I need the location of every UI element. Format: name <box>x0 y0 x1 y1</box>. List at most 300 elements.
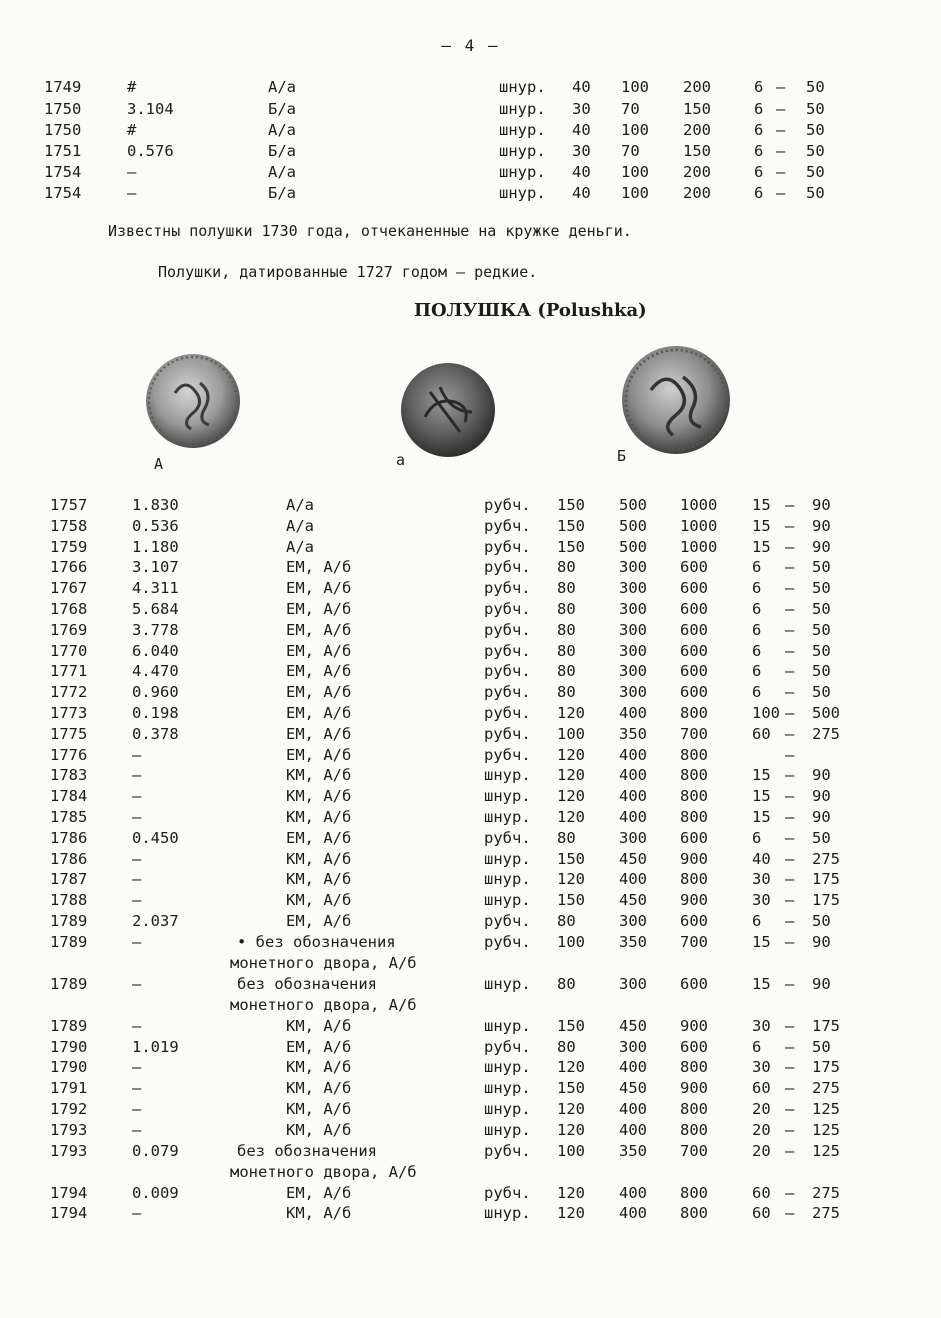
table-row <box>0 850 941 870</box>
range-high-cell: 500 <box>812 704 840 722</box>
range-low-cell: 6 <box>752 662 762 681</box>
note-1730: Известны полушки 1730 года, отчеканенные на кружке деньги. <box>108 222 632 240</box>
edge-cell: рубч. <box>484 932 531 951</box>
range-dash: – <box>785 1100 795 1118</box>
mintage-cell: – <box>132 1058 142 1077</box>
table-row <box>0 1121 941 1141</box>
year-cell: 1750 <box>44 100 82 118</box>
edge-cell: рубч. <box>484 662 531 681</box>
edge-cell: шнур. <box>484 891 531 910</box>
range-dash: – <box>785 704 795 722</box>
range-low-cell: 15 <box>752 766 771 785</box>
price-vf-cell: 400 <box>619 1183 647 1202</box>
price-xf-cell: 150 <box>683 142 711 160</box>
mintmark-cell: ЕМ, А/б <box>286 662 352 681</box>
edge-cell: шнур. <box>484 1016 531 1035</box>
year-cell: 1759 <box>50 537 88 556</box>
table-row <box>0 662 941 682</box>
range-high-cell: 125 <box>812 1141 840 1160</box>
table-row <box>0 1184 941 1204</box>
price-vg-cell: 40 <box>572 121 591 139</box>
edge-cell: шнур. <box>499 184 546 202</box>
price-vg-cell: 40 <box>572 78 591 96</box>
coin-label-a-upper: А <box>154 455 164 473</box>
edge-cell: рубч. <box>484 1141 531 1160</box>
table-row <box>0 704 941 724</box>
range-high-cell: 50 <box>812 683 831 702</box>
range-high-cell: 50 <box>812 579 831 598</box>
mintmark-cell: КМ, А/б <box>286 808 352 826</box>
edge-cell: шнур. <box>484 1204 531 1223</box>
coin-image-a-upper <box>145 353 241 449</box>
range-low-cell: 20 <box>752 1120 771 1139</box>
coin-label-b: Б <box>617 447 627 465</box>
price-vf-cell: 500 <box>619 496 647 514</box>
price-vg-cell: 80 <box>557 683 576 702</box>
table-row <box>0 932 941 972</box>
range-high-cell: 90 <box>812 537 831 556</box>
edge-cell: рубч. <box>484 641 531 660</box>
edge-cell: рубч. <box>484 558 531 577</box>
edge-cell: рубч. <box>484 600 531 618</box>
price-vf-cell: 70 <box>621 142 640 160</box>
mintmark-cell: КМ, А/б <box>286 766 352 785</box>
year-cell: 1749 <box>44 78 82 96</box>
range-dash: – <box>785 1037 795 1056</box>
range-high-cell: 50 <box>812 662 831 681</box>
range-dash: – <box>785 1141 795 1160</box>
price-vg-cell: 30 <box>572 142 591 160</box>
year-cell: 1769 <box>50 620 88 639</box>
price-xf-cell: 1000 <box>680 537 718 556</box>
mintmark-cell: А/а <box>268 121 296 139</box>
range-low-cell: 6 <box>754 142 764 160</box>
mintage-cell: 4.470 <box>132 662 179 681</box>
edge-cell: рубч. <box>484 912 531 930</box>
mintage-cell: 4.311 <box>132 579 179 598</box>
price-xf-cell: 900 <box>680 1079 708 1098</box>
table-row <box>0 725 941 745</box>
mintmark-cell: КМ, А/б <box>286 870 352 889</box>
price-vg-cell: 80 <box>557 662 576 681</box>
edge-cell: шнур. <box>499 100 546 118</box>
price-vg-cell: 80 <box>557 974 576 993</box>
range-high-cell: 50 <box>806 78 825 96</box>
price-xf-cell: 800 <box>680 745 708 764</box>
price-vf-cell: 100 <box>621 163 649 181</box>
price-xf-cell: 200 <box>683 78 711 96</box>
year-cell: 1787 <box>50 870 88 889</box>
table-row <box>0 974 941 1014</box>
range-high-cell: 90 <box>812 496 831 514</box>
year-cell: 1789 <box>50 912 88 930</box>
range-low-cell: 15 <box>752 496 771 514</box>
price-xf-cell: 800 <box>680 870 708 889</box>
year-cell: 1794 <box>50 1183 88 1202</box>
range-high-cell: 175 <box>812 870 840 889</box>
table-row <box>0 1204 941 1224</box>
range-low-cell: 6 <box>754 78 764 96</box>
year-cell: 1772 <box>50 683 88 702</box>
mintage-cell: 1.180 <box>132 537 179 556</box>
mintmark-cell: ЕМ, А/б <box>286 724 352 743</box>
price-xf-cell: 800 <box>680 787 708 806</box>
range-dash: – <box>785 724 795 743</box>
year-cell: 1788 <box>50 891 88 910</box>
price-xf-cell: 600 <box>680 662 708 681</box>
price-vf-cell: 300 <box>619 662 647 681</box>
range-low-cell: 30 <box>752 891 771 910</box>
edge-cell: шнур. <box>484 1100 531 1118</box>
range-high-cell: 50 <box>812 600 831 618</box>
price-vf-cell: 300 <box>619 641 647 660</box>
table-row <box>0 766 941 786</box>
price-vf-cell: 300 <box>619 600 647 618</box>
price-vg-cell: 80 <box>557 600 576 618</box>
range-low-cell: 20 <box>752 1141 771 1160</box>
price-xf-cell: 600 <box>680 683 708 702</box>
range-high-cell: 175 <box>812 891 840 910</box>
price-vf-cell: 300 <box>619 579 647 598</box>
edge-cell: шнур. <box>484 787 531 806</box>
price-xf-cell: 800 <box>680 1183 708 1202</box>
range-dash: – <box>785 620 795 639</box>
range-low-cell: 6 <box>752 683 762 702</box>
mintage-cell: 0.960 <box>132 683 179 702</box>
price-vf-cell: 450 <box>619 891 647 910</box>
mintage-cell: – <box>132 787 142 806</box>
mintmark-cell: ЕМ, А/б <box>286 912 352 930</box>
table-row <box>0 621 941 641</box>
edge-cell: шнур. <box>499 142 546 160</box>
range-low-cell: 6 <box>754 163 764 181</box>
year-cell: 1786 <box>50 828 88 847</box>
range-high-cell: 275 <box>812 1079 840 1098</box>
price-xf-cell: 200 <box>683 121 711 139</box>
price-vf-cell: 300 <box>619 620 647 639</box>
mintmark-cell: ЕМ, А/б <box>286 828 352 847</box>
range-dash: – <box>785 537 795 556</box>
price-vf-cell: 400 <box>619 808 647 826</box>
range-low-cell: 30 <box>752 1016 771 1035</box>
range-dash: – <box>776 184 786 202</box>
price-xf-cell: 800 <box>680 1204 708 1223</box>
range-low-cell: 60 <box>752 1204 771 1223</box>
range-high-cell: 275 <box>812 724 840 743</box>
price-vf-cell: 400 <box>619 787 647 806</box>
year-cell: 1790 <box>50 1058 88 1077</box>
price-xf-cell: 600 <box>680 912 708 930</box>
price-vg-cell: 150 <box>557 891 585 910</box>
range-high-cell: 50 <box>806 142 825 160</box>
price-vg-cell: 120 <box>557 766 585 785</box>
mintage-cell: 0.536 <box>132 516 179 535</box>
table-row <box>0 558 941 578</box>
mintage-cell: – <box>132 745 142 764</box>
price-vg-cell: 80 <box>557 1037 576 1056</box>
mintage-cell: – <box>132 1204 142 1223</box>
mintmark-cell: ЕМ, А/б <box>286 579 352 598</box>
edge-cell: рубч. <box>484 537 531 556</box>
table-row <box>0 1079 941 1099</box>
range-low-cell: 6 <box>752 1037 762 1056</box>
table-row <box>0 912 941 932</box>
price-xf-cell: 800 <box>680 808 708 826</box>
price-xf-cell: 900 <box>680 849 708 868</box>
mintage-cell: – <box>132 1120 142 1139</box>
range-high-cell: 90 <box>812 932 831 951</box>
range-high-cell: 50 <box>812 828 831 847</box>
price-vf-cell: 450 <box>619 1079 647 1098</box>
year-cell: 1766 <box>50 558 88 577</box>
price-vg-cell: 120 <box>557 704 585 722</box>
mintmark-cell: КМ, А/б <box>286 1058 352 1077</box>
range-high-cell: 50 <box>806 100 825 118</box>
price-vf-cell: 100 <box>621 121 649 139</box>
price-xf-cell: 700 <box>680 724 708 743</box>
price-vg-cell: 100 <box>557 932 585 951</box>
range-high-cell: 50 <box>806 121 825 139</box>
price-vf-cell: 100 <box>621 78 649 96</box>
table-row <box>0 1038 941 1058</box>
year-cell: 1789 <box>50 1016 88 1035</box>
range-low-cell: 15 <box>752 974 771 993</box>
range-low-cell: 6 <box>754 121 764 139</box>
edge-cell: рубч. <box>484 704 531 722</box>
mintage-cell: # <box>127 121 137 139</box>
mintage-cell: 0.576 <box>127 142 174 160</box>
range-low-cell: 60 <box>752 1183 771 1202</box>
price-xf-cell: 600 <box>680 579 708 598</box>
price-xf-cell: 1000 <box>680 516 718 535</box>
range-low-cell: 100 <box>752 704 780 722</box>
mintmark-cell: А/а <box>268 163 296 181</box>
table-row <box>0 517 941 537</box>
price-vg-cell: 80 <box>557 912 576 930</box>
price-vf-cell: 350 <box>619 1141 647 1160</box>
range-dash: – <box>785 1058 795 1077</box>
mintage-cell: 0.198 <box>132 704 179 722</box>
edge-cell: шнур. <box>484 870 531 889</box>
year-cell: 1773 <box>50 704 88 722</box>
price-vg-cell: 120 <box>557 870 585 889</box>
edge-cell: шнур. <box>484 1058 531 1077</box>
edge-cell: шнур. <box>484 1079 531 1098</box>
price-vf-cell: 400 <box>619 1120 647 1139</box>
price-vg-cell: 80 <box>557 641 576 660</box>
range-dash: – <box>785 683 795 702</box>
mintmark-cell: КМ, А/б <box>286 891 352 910</box>
price-vf-cell: 400 <box>619 766 647 785</box>
price-vg-cell: 150 <box>557 516 585 535</box>
mintmark-cell: А/а <box>286 496 314 514</box>
range-dash: – <box>785 974 795 993</box>
price-vf-cell: 300 <box>619 828 647 847</box>
mintmark-cell: КМ, А/б <box>286 1016 352 1035</box>
price-xf-cell: 800 <box>680 1120 708 1139</box>
price-vg-cell: 80 <box>557 579 576 598</box>
edge-cell: шнур. <box>484 766 531 785</box>
price-xf-cell: 600 <box>680 558 708 577</box>
price-vg-cell: 100 <box>557 1141 585 1160</box>
coin-image-a-lower <box>400 362 496 458</box>
range-high-cell: 275 <box>812 1204 840 1223</box>
price-vg-cell: 30 <box>572 100 591 118</box>
mintmark-cell: КМ, А/б <box>286 787 352 806</box>
edge-cell: рубч. <box>484 724 531 743</box>
table-row <box>0 600 941 620</box>
range-low-cell: 20 <box>752 1100 771 1118</box>
mintmark-cell: без обозначения <box>237 974 377 993</box>
range-dash: – <box>776 163 786 181</box>
year-cell: 1785 <box>50 808 88 826</box>
price-vf-cell: 400 <box>619 870 647 889</box>
range-dash: – <box>776 100 786 118</box>
range-dash: – <box>785 828 795 847</box>
range-dash: – <box>785 516 795 535</box>
mintage-cell: 0.378 <box>132 724 179 743</box>
range-low-cell: 15 <box>752 516 771 535</box>
mintmark-cell: ЕМ, А/б <box>286 641 352 660</box>
range-low-cell: 6 <box>752 558 762 577</box>
year-cell: 1750 <box>44 121 82 139</box>
edge-cell: рубч. <box>484 496 531 514</box>
price-vf-cell: 500 <box>619 537 647 556</box>
price-xf-cell: 600 <box>680 828 708 847</box>
edge-cell: рубч. <box>484 1037 531 1056</box>
edge-cell: шнур. <box>499 78 546 96</box>
range-high-cell: 175 <box>812 1058 840 1077</box>
range-dash: – <box>776 78 786 96</box>
range-dash: – <box>776 142 786 160</box>
year-cell: 1758 <box>50 516 88 535</box>
range-high-cell: 90 <box>812 516 831 535</box>
mintage-cell: – <box>132 932 142 951</box>
range-dash: – <box>785 1120 795 1139</box>
year-cell: 1793 <box>50 1141 88 1160</box>
price-vg-cell: 120 <box>557 745 585 764</box>
price-vf-cell: 500 <box>619 516 647 535</box>
range-dash: – <box>785 808 795 826</box>
price-vf-cell: 350 <box>619 724 647 743</box>
page-number: — 4 — <box>441 36 500 55</box>
range-high-cell: 175 <box>812 1016 840 1035</box>
range-dash: – <box>785 870 795 889</box>
mintage-cell: 0.009 <box>132 1183 179 1202</box>
year-cell: 1789 <box>50 932 88 951</box>
price-vf-cell: 400 <box>619 704 647 722</box>
range-low-cell: 6 <box>752 579 762 598</box>
price-vg-cell: 150 <box>557 537 585 556</box>
mintage-cell: – <box>132 974 142 993</box>
price-xf-cell: 600 <box>680 1037 708 1056</box>
range-low-cell: 15 <box>752 537 771 556</box>
range-dash: – <box>785 912 795 930</box>
range-dash: – <box>785 558 795 577</box>
section-heading: ПОЛУШКА (Polushka) <box>414 300 647 321</box>
price-vg-cell: 40 <box>572 184 591 202</box>
range-high-cell: 90 <box>812 974 831 993</box>
range-dash: – <box>785 766 795 785</box>
range-dash: – <box>785 1079 795 1098</box>
mintage-cell: – <box>132 870 142 889</box>
range-low-cell: 6 <box>752 641 762 660</box>
table-row <box>0 1100 941 1120</box>
year-cell: 1783 <box>50 766 88 785</box>
mintmark-cell: Б/а <box>268 184 296 202</box>
price-vf-cell: 100 <box>621 184 649 202</box>
mintmark-cell: ЕМ, А/б <box>286 745 352 764</box>
price-vg-cell: 100 <box>557 724 585 743</box>
year-cell: 1794 <box>50 1204 88 1223</box>
price-vf-cell: 300 <box>619 1037 647 1056</box>
edge-cell: шнур. <box>499 121 546 139</box>
price-vg-cell: 120 <box>557 1058 585 1077</box>
edge-cell: рубч. <box>484 683 531 702</box>
price-vf-cell: 450 <box>619 849 647 868</box>
range-high-cell: 50 <box>806 163 825 181</box>
mintage-cell: 0.079 <box>132 1141 179 1160</box>
mintage-cell: – <box>132 1016 142 1035</box>
mintage-cell: – <box>127 163 137 181</box>
coin-image-b <box>621 345 731 455</box>
price-vf-cell: 400 <box>619 1100 647 1118</box>
range-dash: – <box>785 891 795 910</box>
mintmark-cell: КМ, А/б <box>286 1204 352 1223</box>
range-high-cell: 90 <box>812 787 831 806</box>
price-xf-cell: 900 <box>680 891 708 910</box>
edge-cell: рубч. <box>484 620 531 639</box>
price-vg-cell: 80 <box>557 828 576 847</box>
range-dash: – <box>785 600 795 618</box>
table-row <box>0 829 941 849</box>
edge-cell: рубч. <box>484 828 531 847</box>
price-xf-cell: 600 <box>680 974 708 993</box>
table-row <box>0 1141 941 1181</box>
table-row <box>0 683 941 703</box>
price-vf-cell: 400 <box>619 745 647 764</box>
year-cell: 1776 <box>50 745 88 764</box>
price-xf-cell: 900 <box>680 1016 708 1035</box>
mintmark-cell: без обозначения <box>237 1141 377 1160</box>
edge-cell: шнур. <box>484 974 531 993</box>
range-high-cell: 50 <box>806 184 825 202</box>
table-row <box>0 121 941 141</box>
mintmark-cell: ЕМ, А/б <box>286 600 352 618</box>
table-row <box>0 163 941 183</box>
mintmark-cell: ЕМ, А/б <box>286 1037 352 1056</box>
price-xf-cell: 800 <box>680 1100 708 1118</box>
mintmark-cell: ЕМ, А/б <box>286 558 352 577</box>
table-row <box>0 808 941 828</box>
price-vg-cell: 120 <box>557 1204 585 1223</box>
range-dash: – <box>785 932 795 951</box>
edge-cell: шнур. <box>484 1120 531 1139</box>
price-xf-cell: 150 <box>683 100 711 118</box>
price-vg-cell: 120 <box>557 1120 585 1139</box>
price-vf-cell: 300 <box>619 558 647 577</box>
price-vg-cell: 80 <box>557 558 576 577</box>
table-row <box>0 1017 941 1037</box>
range-high-cell: 275 <box>812 1183 840 1202</box>
price-vf-cell: 300 <box>619 912 647 930</box>
range-high-cell: 125 <box>812 1100 840 1118</box>
table-row <box>0 538 941 558</box>
range-high-cell: 90 <box>812 766 831 785</box>
range-low-cell: 60 <box>752 1079 771 1098</box>
range-dash: – <box>785 641 795 660</box>
range-high-cell: 90 <box>812 808 831 826</box>
